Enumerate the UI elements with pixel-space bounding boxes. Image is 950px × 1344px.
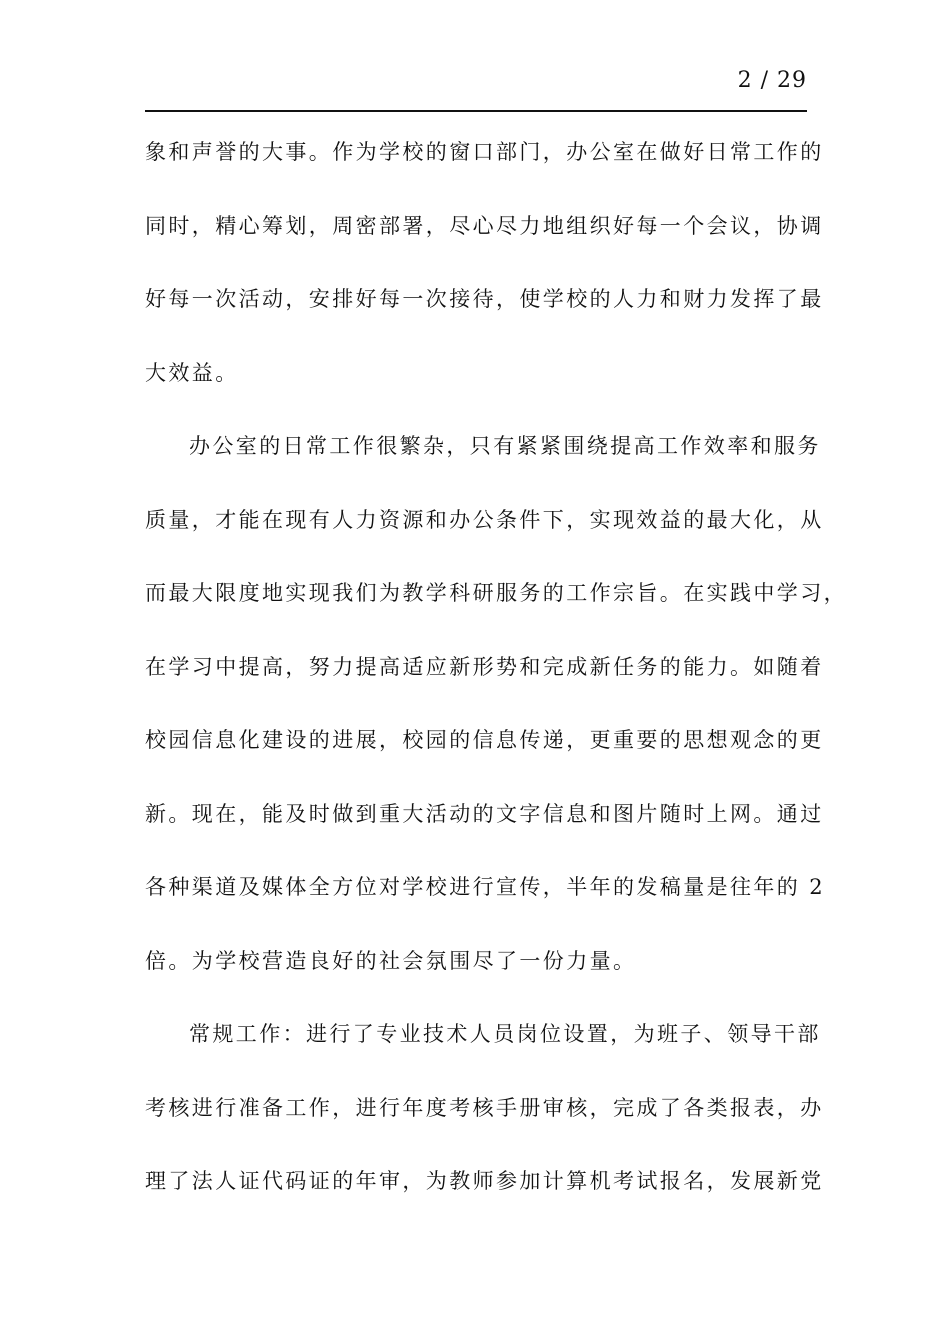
text-line: 同时，精心筹划，周密部署，尽心尽力地组织好每一个会议，协调 [145, 213, 824, 238]
text-line: 理了法人证代码证的年审，为教师参加计算机考试报名，发展新党 [145, 1169, 824, 1193]
text-line: 各种渠道及媒体全方位对学校进行宣传，半年的发稿量是往年的 2 [145, 875, 826, 899]
text-line: 好每一次活动，安排好每一次接待，使学校的人力和财力发挥了最 [145, 287, 824, 311]
paragraph-first-line: 常规工作：进行了专业技术人员岗位设置，为班子、领导干部 [189, 1022, 821, 1046]
paragraph-first-line: 办公室的日常工作很繁杂，只有紧紧围绕提高工作效率和服务 [189, 434, 821, 458]
text-line: 新。现在，能及时做到重大活动的文字信息和图片随时上网。通过 [145, 801, 824, 826]
text-line: 象和声誉的大事。作为学校的窗口部门，办公室在做好日常工作的 [145, 140, 824, 164]
text-line: 校园信息化建设的进展，校园的信息传递，更重要的思想观念的更 [145, 728, 824, 752]
text-line: 在学习中提高，努力提高适应新形势和完成新任务的能力。如随着 [145, 654, 824, 679]
text-line: 倍。为学校营造良好的社会氛围尽了一份力量。 [145, 948, 637, 973]
text-line: 考核进行准备工作，进行年度考核手册审核，完成了各类报表，办 [145, 1095, 824, 1120]
document-body [145, 124, 847, 1227]
text-line: 而最大限度地实现我们为教学科研服务的工作宗旨。在实践中学习， [145, 581, 847, 605]
header-divider [145, 110, 807, 112]
text-line: 质量，才能在现有人力资源和办公条件下，实现效益的最大化，从 [145, 507, 824, 532]
text-line: 大效益。 [145, 360, 239, 385]
page-number: 2 / 29 [737, 68, 807, 93]
